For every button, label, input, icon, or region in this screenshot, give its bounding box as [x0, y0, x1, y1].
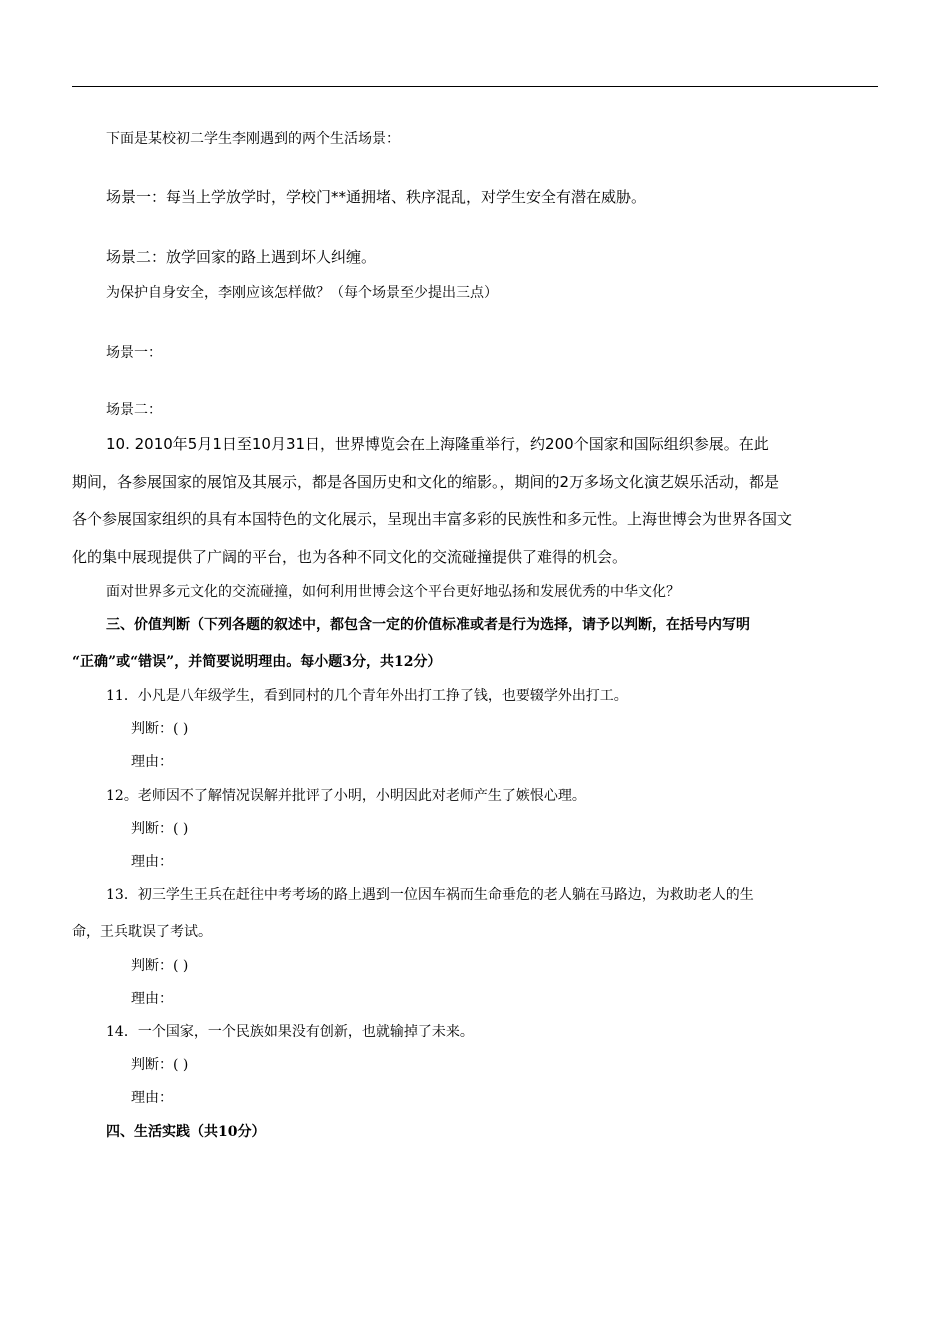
scene-two-description: 场景二：放学回家的路上遇到坏人纠缠。 [106, 248, 377, 266]
intro-text: 下面是某校初二学生李刚遇到的两个生活场景： [106, 131, 400, 147]
question-12-reason: 理由： [131, 854, 173, 870]
question-9-prompt: 为保护自身安全，李刚应该怎样做？（每个场景至少提出三点） [106, 285, 498, 301]
question-10-prompt: 面对世界多元文化的交流碰撞，如何利用世博会这个平台更好地弘扬和发展优秀的中华文化？ [106, 584, 680, 600]
scene-one-description: 场景一：每当上学放学时，学校门**通拥堵、秩序混乱，对学生安全有潜在威胁。 [106, 188, 647, 206]
question-12-text: 12。老师因不了解情况误解并批评了小明，小明因此对老师产生了嫉恨心理。 [106, 788, 586, 804]
question-14-judge: 判断：( ) [131, 1057, 189, 1073]
header-rule [72, 86, 878, 87]
question-11-judge: 判断：( ) [131, 721, 189, 737]
question-11-text: 11．小凡是八年级学生，看到同村的几个青年外出打工挣了钱，也要辍学外出打工。 [106, 688, 628, 704]
section-3-title-line-2: “正确”或“错误”，并简要说明理由。每小题3分，共12分） [72, 654, 442, 670]
section-4-title: 四、生活实践（共10分） [106, 1124, 266, 1140]
question-11-reason: 理由： [131, 754, 173, 770]
section-3-title-line-1: 三、价值判断（下列各题的叙述中，都包含一定的价值标准或者是行为选择，请予以判断，在括号内写明 [106, 617, 750, 633]
question-14-text: 14．一个国家，一个民族如果没有创新，也就输掉了未来。 [106, 1024, 474, 1040]
question-12-judge: 判断：( ) [131, 821, 189, 837]
scene-one-answer-label: 场景一： [106, 345, 162, 361]
scene-two-answer-label: 场景二： [106, 402, 162, 418]
question-10-line-1: 10. 2010年5月1日至10月31日，世界博览会在上海隆重举行，约200个国家和国际组织参展。在此 [106, 435, 769, 453]
question-10-line-2: 期间，各参展国家的展馆及其展示，都是各国历史和文化的缩影。，期间的2万多场文化演艺娱乐活动，都是 [72, 473, 780, 491]
question-10-line-3: 各个参展国家组织的具有本国特色的文化展示，呈现出丰富多彩的民族性和多元性。上海世博会为世界各国文 [72, 510, 793, 528]
question-13-reason: 理由： [131, 991, 173, 1007]
question-13-line-1: 13．初三学生王兵在赶往中考考场的路上遇到一位因车祸而生命垂危的老人躺在马路边，为救助老人的生 [106, 887, 754, 903]
question-13-judge: 判断：( ) [131, 958, 189, 974]
question-13-line-2: 命，王兵耽误了考试。 [72, 924, 212, 940]
question-14-reason: 理由： [131, 1090, 173, 1106]
question-10-line-4: 化的集中展现提供了广阔的平台，也为各种不同文化的交流碰撞提供了难得的机会。 [72, 548, 628, 566]
